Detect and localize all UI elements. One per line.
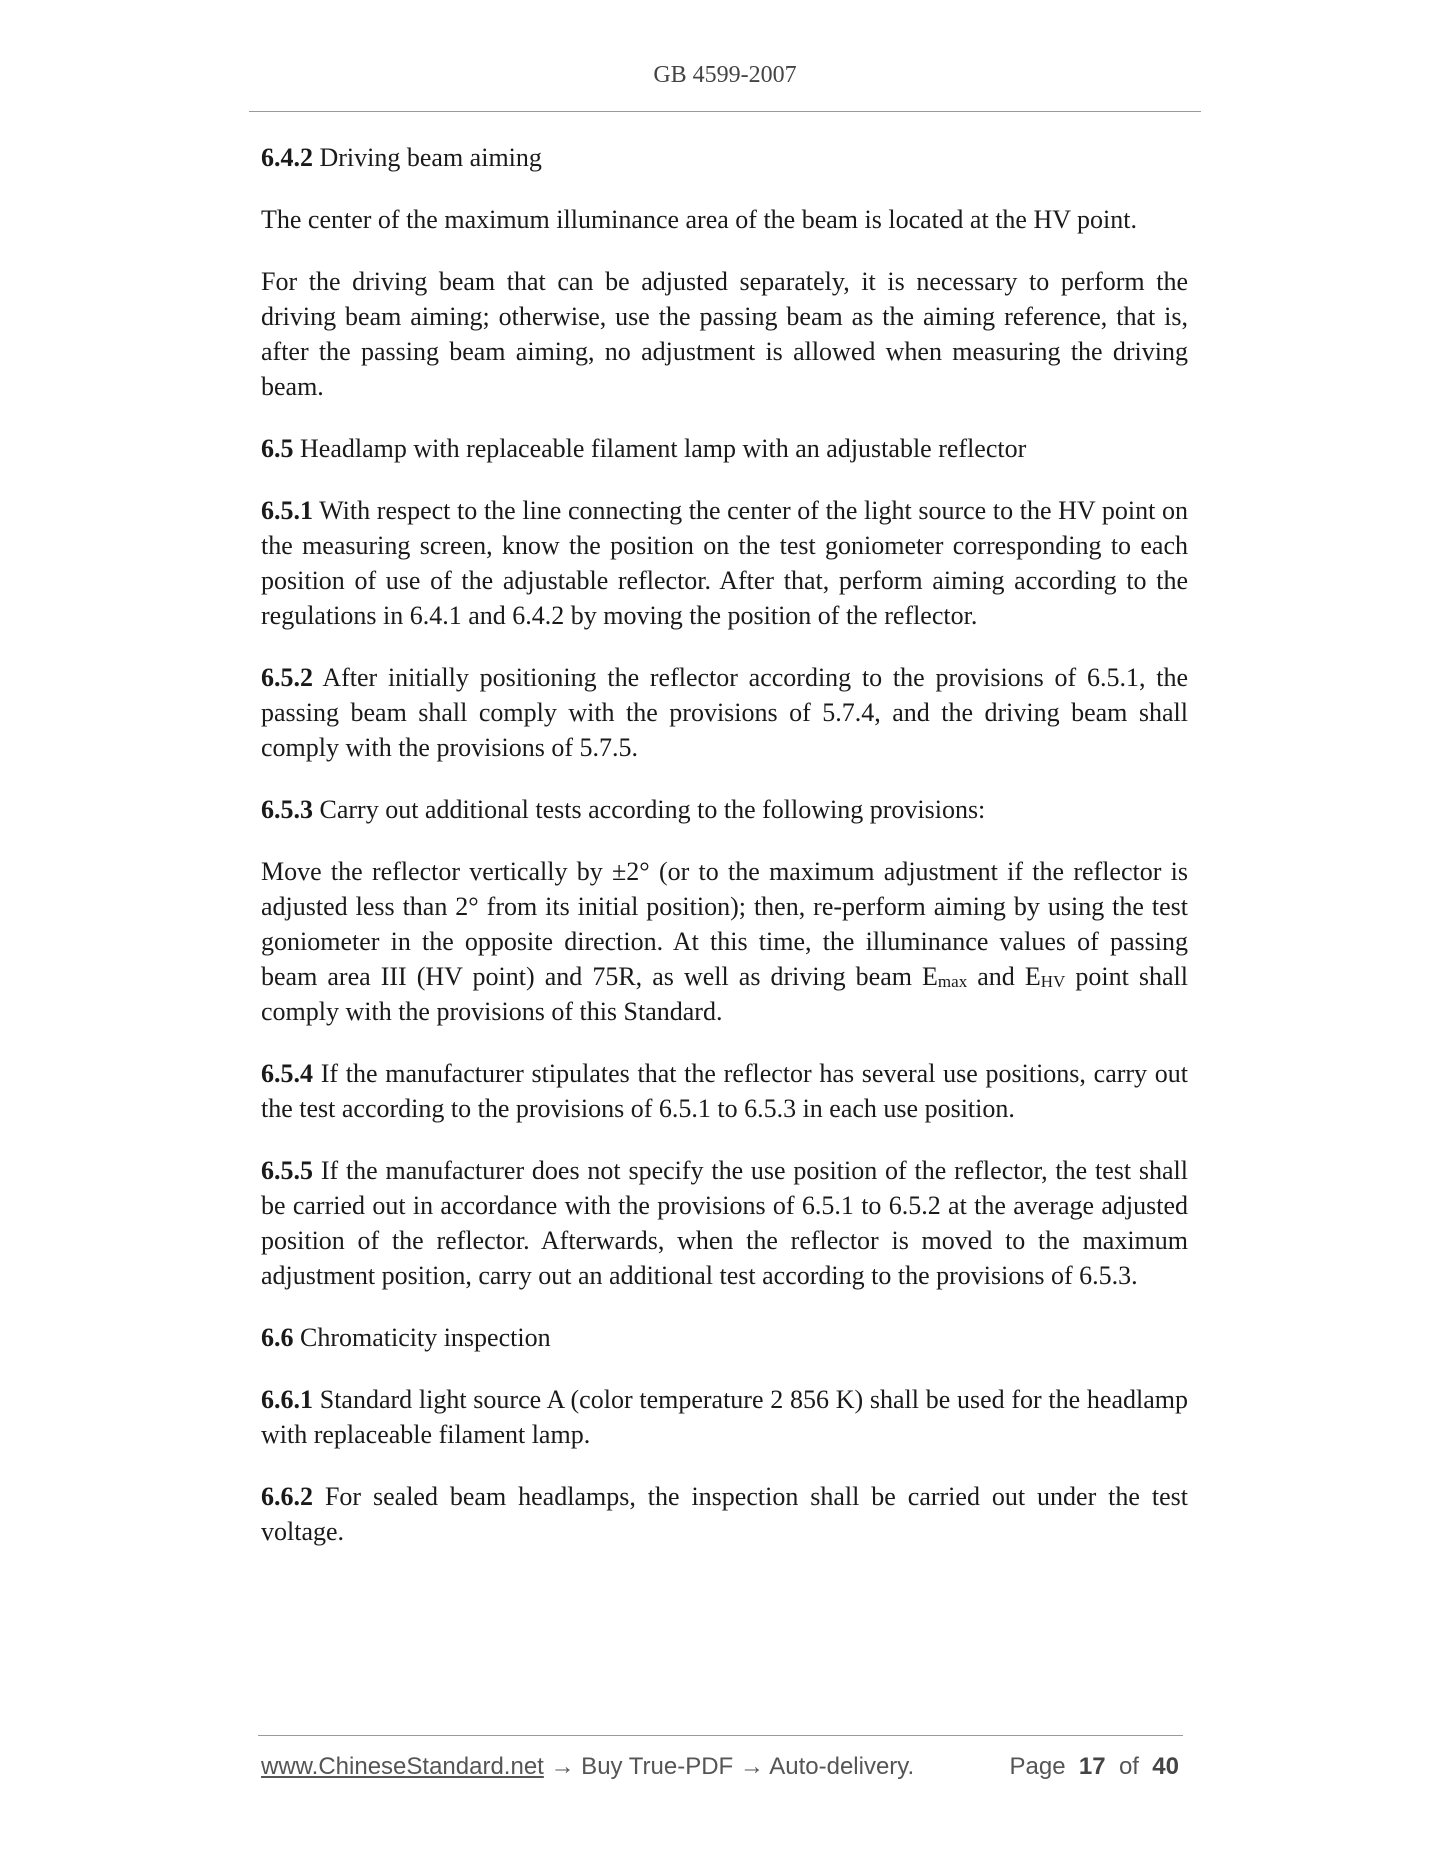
clause-6-6-2 <box>261 1479 1188 1549</box>
paragraph <box>261 854 1188 1029</box>
page-footer <box>261 1753 1181 1781</box>
clause-6-5-1 <box>261 493 1188 633</box>
paragraph <box>261 202 1188 237</box>
clause-6-5-4 <box>261 1056 1188 1126</box>
clause-number: 6.4.2 <box>261 143 313 172</box>
clause-number: 6.6 <box>261 1323 294 1352</box>
clause-6-4-2 <box>261 140 1188 175</box>
subscript-hv: HV <box>1040 972 1066 991</box>
document-number: GB 4599-2007 <box>653 62 797 88</box>
clause-text: Standard light source A (color temperature 2 856 K) shall be used for the headlamp with replaceable filament lamp. <box>261 1385 1188 1449</box>
clause-number: 6.6.1 <box>261 1385 313 1414</box>
clause-6-5 <box>261 431 1188 466</box>
paragraph-text: point shall comply with the provisions of this Standard. <box>261 962 1189 1026</box>
clause-6-5-3 <box>261 792 1188 827</box>
clause-6-5-2 <box>261 660 1188 765</box>
clause-number: 6.5.2 <box>261 663 313 692</box>
clause-number: 6.5.3 <box>261 795 313 824</box>
page-of: of <box>1118 1753 1139 1780</box>
clause-text: For sealed beam headlamps, the inspection shall be carried out under the test voltage. <box>261 1482 1188 1546</box>
clause-number: 6.5.1 <box>261 496 313 525</box>
header-divider <box>249 111 1201 112</box>
clause-text: If the manufacturer does not specify the use position of the reflector, the test shall be carried out in accordance with the provisions of 6.5.1 to 6.5.2 at the average adjusted position of the reflector. Afterwards, when the reflector is moved to the maximum adjustment position, carry out an additional test according to the provisions of 6.5.3. <box>261 1156 1188 1290</box>
clause-number: 6.5 <box>261 434 294 463</box>
subscript-max: max <box>937 972 968 991</box>
page-label: Page <box>1009 1753 1066 1780</box>
clause-text: If the manufacturer stipulates that the reflector has several use positions, carry out the test according to the provisions of 6.5.1 to 6.5.3 in each use position. <box>261 1059 1188 1123</box>
paragraph-text: and E <box>967 962 1041 991</box>
clause-6-6-1 <box>261 1382 1188 1452</box>
page-current: 17 <box>1078 1753 1106 1780</box>
footer-divider <box>258 1735 1183 1736</box>
page-total: 40 <box>1152 1753 1179 1780</box>
page-header <box>249 62 1201 89</box>
clause-number: 6.6.2 <box>261 1482 313 1511</box>
clause-text: Chromaticity inspection <box>293 1323 551 1352</box>
clause-6-5-5 <box>261 1153 1188 1293</box>
clause-text: With respect to the line connecting the center of the light source to the HV point on the measuring screen, know the position on the test goniometer corresponding to each position of use of the adjustable reflector. After that, perform aiming according to the regulations in 6.4.1 and 6.4.2 by moving the position of the reflector. <box>261 496 1188 630</box>
clause-text: Carry out additional tests according to the following provisions: <box>313 795 986 824</box>
footer-tagline: → Buy True-PDF → Auto-delivery. <box>543 1753 915 1780</box>
page-indicator <box>1009 1753 1179 1781</box>
paragraph-text: The center of the maximum illuminance area of the beam is located at the HV point. <box>261 205 1137 234</box>
paragraph-text: Move the reflector vertically by ±2° (or to the maximum adjustment if the reflector is adjusted less than 2° from its initial position); then, re-perform aiming by using the test goniometer in the opposite direction. At this time, the illuminance values of passing beam area III (HV point) and 75R, as well as driving beam E <box>261 857 1188 991</box>
clause-number: 6.5.5 <box>261 1156 313 1185</box>
paragraph-text: For the driving beam that can be adjusted separately, it is necessary to perform the driving beam aiming; otherwise, use the passing beam as the aiming reference, that is, after the passing beam aiming, no adjustment is allowed when measuring the driving beam. <box>261 267 1188 401</box>
clause-text: Driving beam aiming <box>313 143 542 172</box>
website-link[interactable]: www.ChineseStandard.net <box>261 1753 544 1780</box>
clause-6-6 <box>261 1320 1188 1355</box>
clause-text: Headlamp with replaceable filament lamp with an adjustable reflector <box>293 434 1027 463</box>
clause-number: 6.5.4 <box>261 1059 313 1088</box>
document-body <box>261 140 1188 1576</box>
paragraph <box>261 264 1188 404</box>
clause-text: After initially positioning the reflector according to the provisions of 6.5.1, the passing beam shall comply with the provisions of 5.7.4, and the driving beam shall comply with the provisions of 5.7.5. <box>261 663 1188 762</box>
